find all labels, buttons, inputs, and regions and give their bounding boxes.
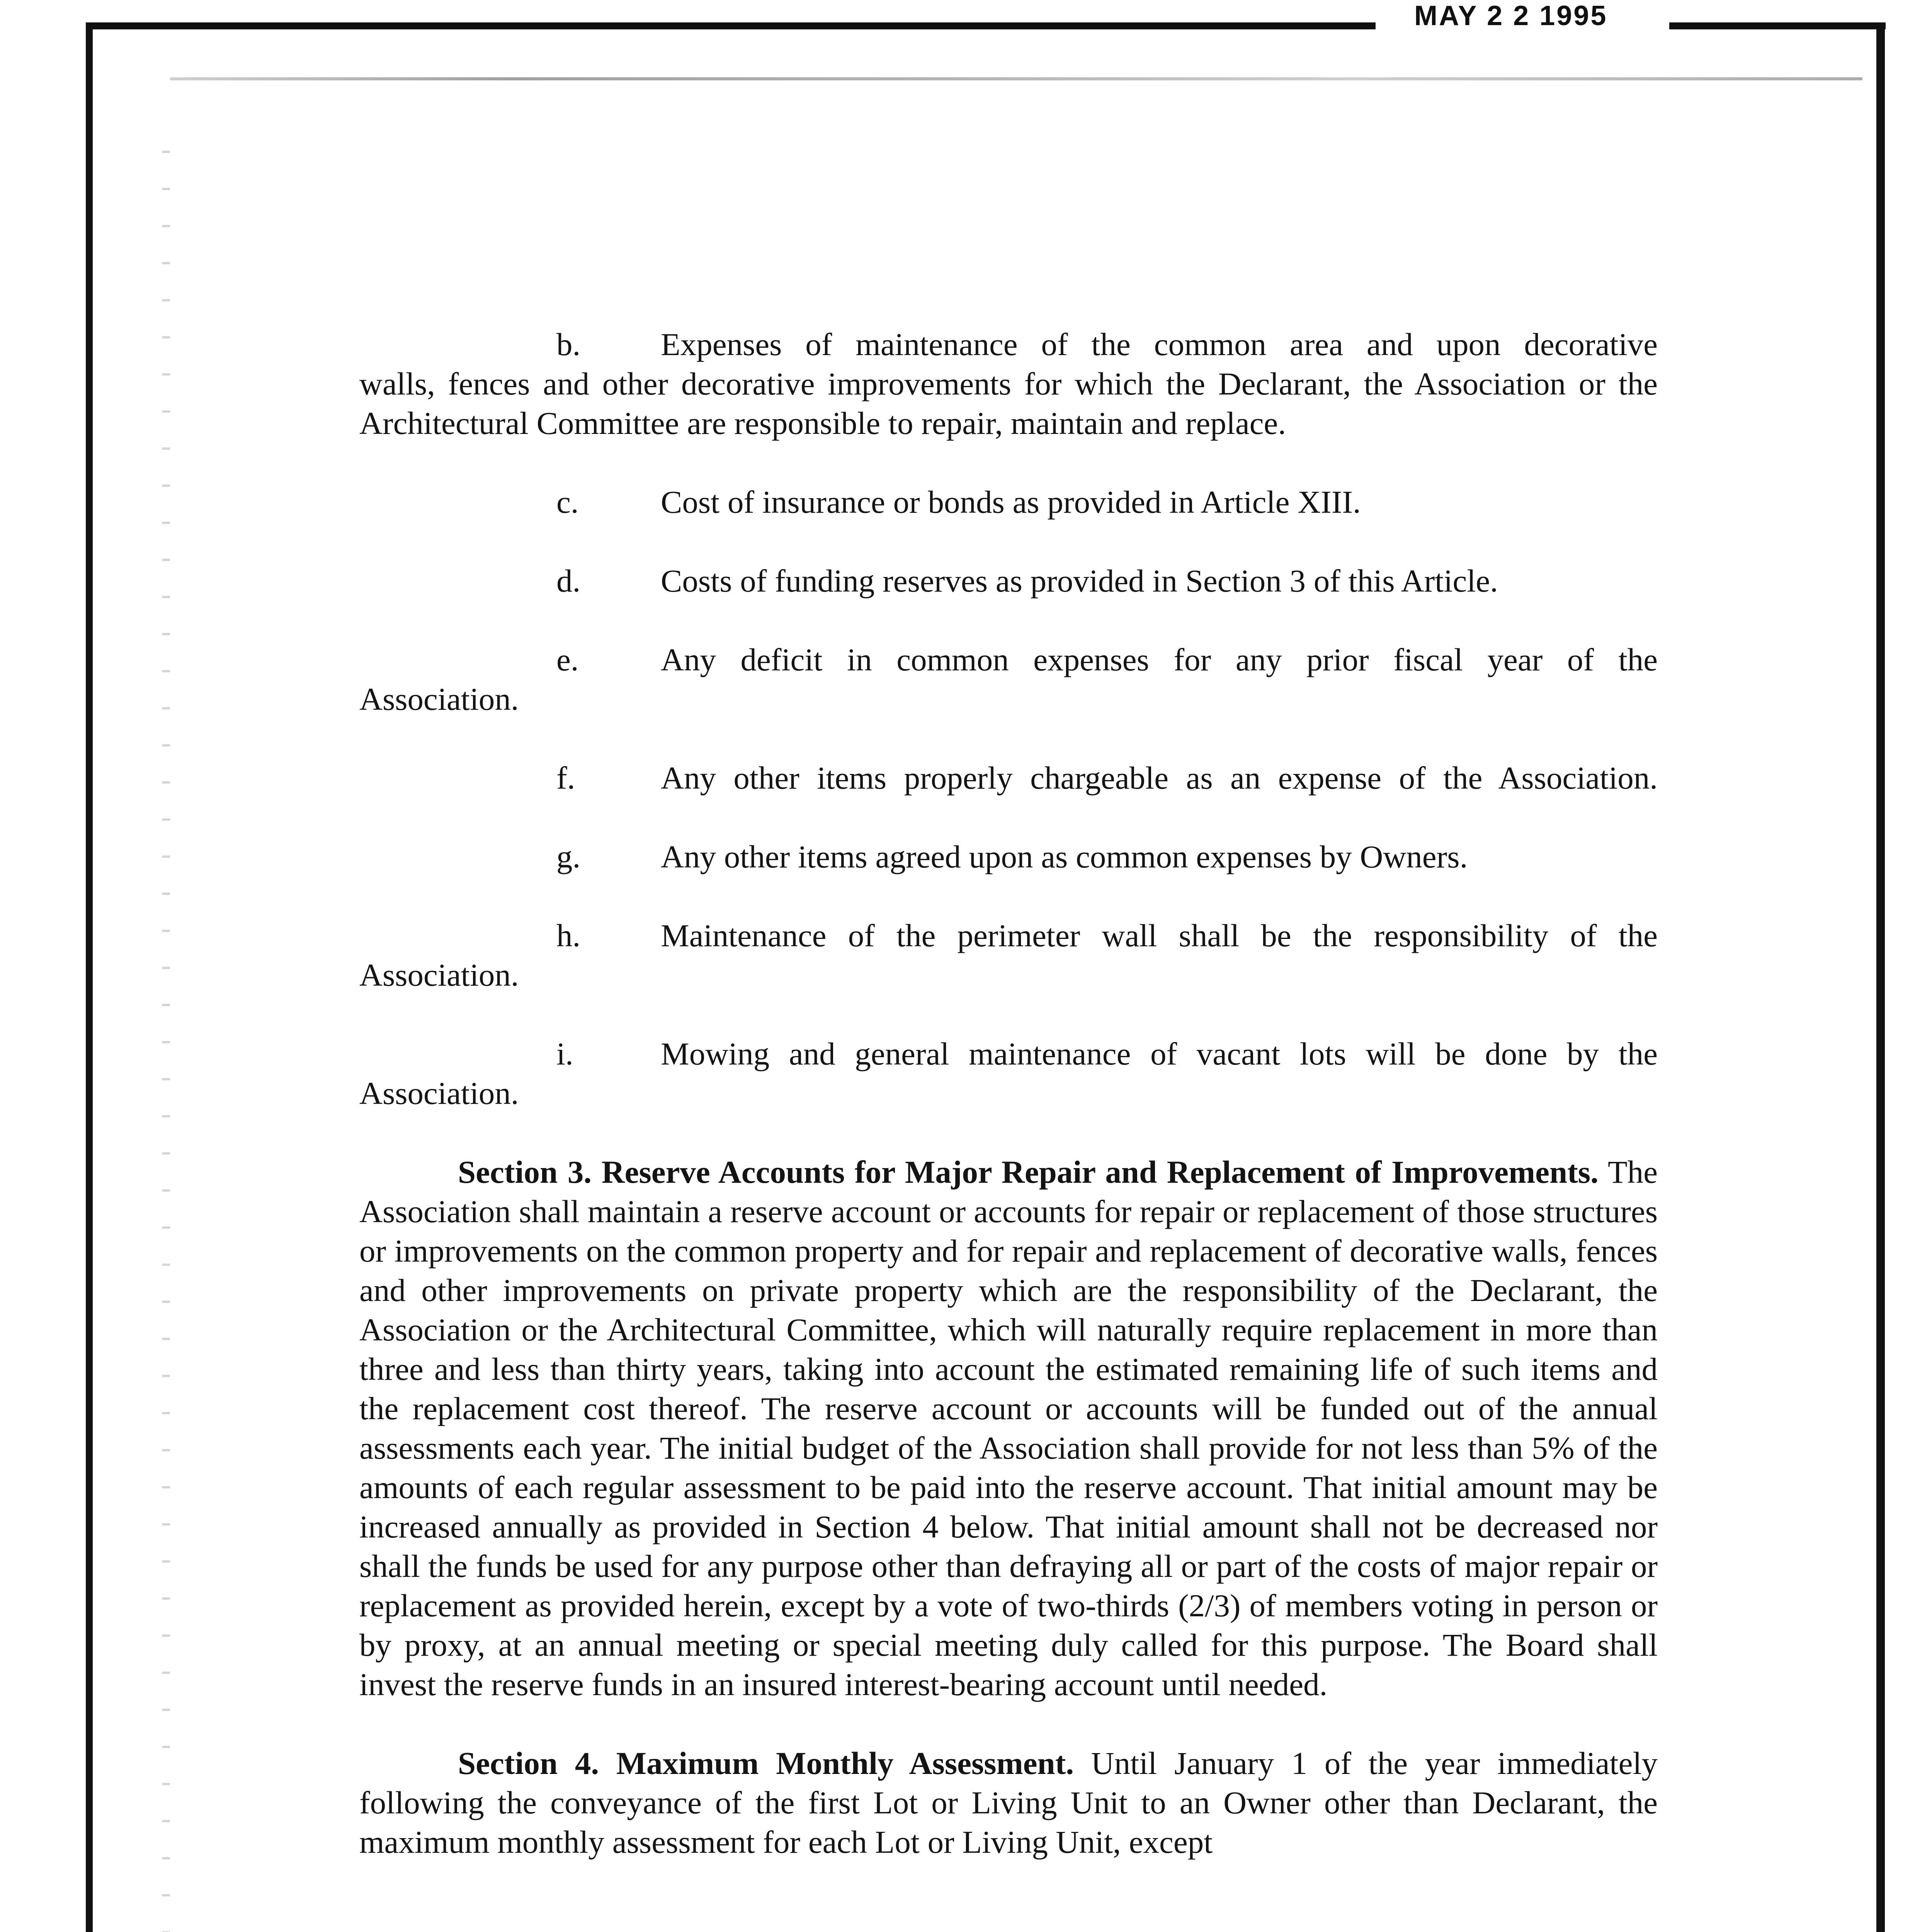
item-first-line: Costs of funding reserves as provided in Section 3 of this Article. (661, 563, 1498, 599)
item-first-line: Any deficit in common expenses for any prior fiscal year of the (661, 642, 1658, 677)
scan-frame-right (1876, 22, 1885, 1932)
list-item (359, 561, 1658, 600)
item-first-line: Mowing and general maintenance of vacant lots will be done by the (661, 1036, 1658, 1071)
section-body: Until January 1 of the year immediately following the conveyance of the first Lot or Living Unit to an Owner other than Declarant, the maximum monthly assessment for each Lot or Living Unit, except (359, 1745, 1658, 1860)
item-letter: h. (556, 918, 581, 953)
item-first-line: Cost of insurance or bonds as provided in Article XIII. (661, 484, 1361, 520)
list-item (359, 1034, 1658, 1113)
list-item (359, 325, 1658, 443)
list-item (359, 837, 1658, 876)
item-continuation: Association. (359, 957, 519, 993)
scan-frame-left (86, 22, 93, 1932)
item-letter: f. (556, 760, 575, 796)
section-body: The Association shall maintain a reserve account or accounts for repair or replacement of those structures or improvements on the common property and for repair and replacement of decorative walls, fences and other improvements on private property which are the responsibility of the Declarant, the Association or the Architectural Committee, which will naturally require replacement in more than three and less than thirty years, taking into account the estimated remaining life of such items and the replacement cost thereof. The reserve account or accounts will be funded out of the annual assessments each year. The initial budget of the Association shall provide for not less than 5% of the amounts of each regular assessment to be paid into the reserve account. That initial amount may be increased annually as provided in Section 4 below. That initial amount shall not be decreased nor shall the funds be used for any purpose other than defraying all or part of the costs of major repair or replacement as provided herein, except by a vote of two-thirds (2/3) of members voting in person or by proxy, at an annual meeting or special meeting duly called for this purpose. The Board shall invest the reserve funds in an insured interest-bearing account until needed. (359, 1154, 1658, 1702)
item-letter: c. (556, 484, 579, 520)
section-4 (359, 1743, 1658, 1862)
scan-marks (162, 116, 170, 1932)
section-3 (359, 1152, 1658, 1704)
item-first-line: Maintenance of the perimeter wall shall be the responsibility of the (661, 918, 1658, 953)
item-first-line: Any other items agreed upon as common expenses by Owners. (661, 839, 1468, 874)
section-heading: Section 3. Reserve Accounts for Major Repair and Replacement of Improvements. (458, 1154, 1599, 1190)
list-item (359, 482, 1658, 522)
item-letter: i. (556, 1036, 573, 1071)
list-item (359, 640, 1658, 719)
item-letter: e. (556, 642, 579, 677)
document-body (359, 325, 1658, 1901)
item-first-line: Any other items properly chargeable as an expense of the Association. (661, 760, 1658, 796)
item-continuation: walls, fences and other decorative improvements for which the Declarant, the Association or the Architectural Committee are responsible to repair, maintain and replace. (359, 366, 1658, 441)
list-item (359, 916, 1658, 995)
section-heading: Section 4. Maximum Monthly Assessment. (458, 1745, 1074, 1781)
item-continuation: Association. (359, 1075, 519, 1111)
item-letter: b. (556, 327, 581, 362)
item-letter: d. (556, 563, 581, 599)
list-item (359, 758, 1658, 798)
item-continuation: Association. (359, 681, 519, 717)
item-first-line: Expenses of maintenance of the common area and upon decorative (661, 327, 1658, 362)
item-letter: g. (556, 839, 581, 874)
date-stamp: MAY 2 2 1995 (1414, 0, 1608, 31)
scan-rule (170, 77, 1862, 80)
